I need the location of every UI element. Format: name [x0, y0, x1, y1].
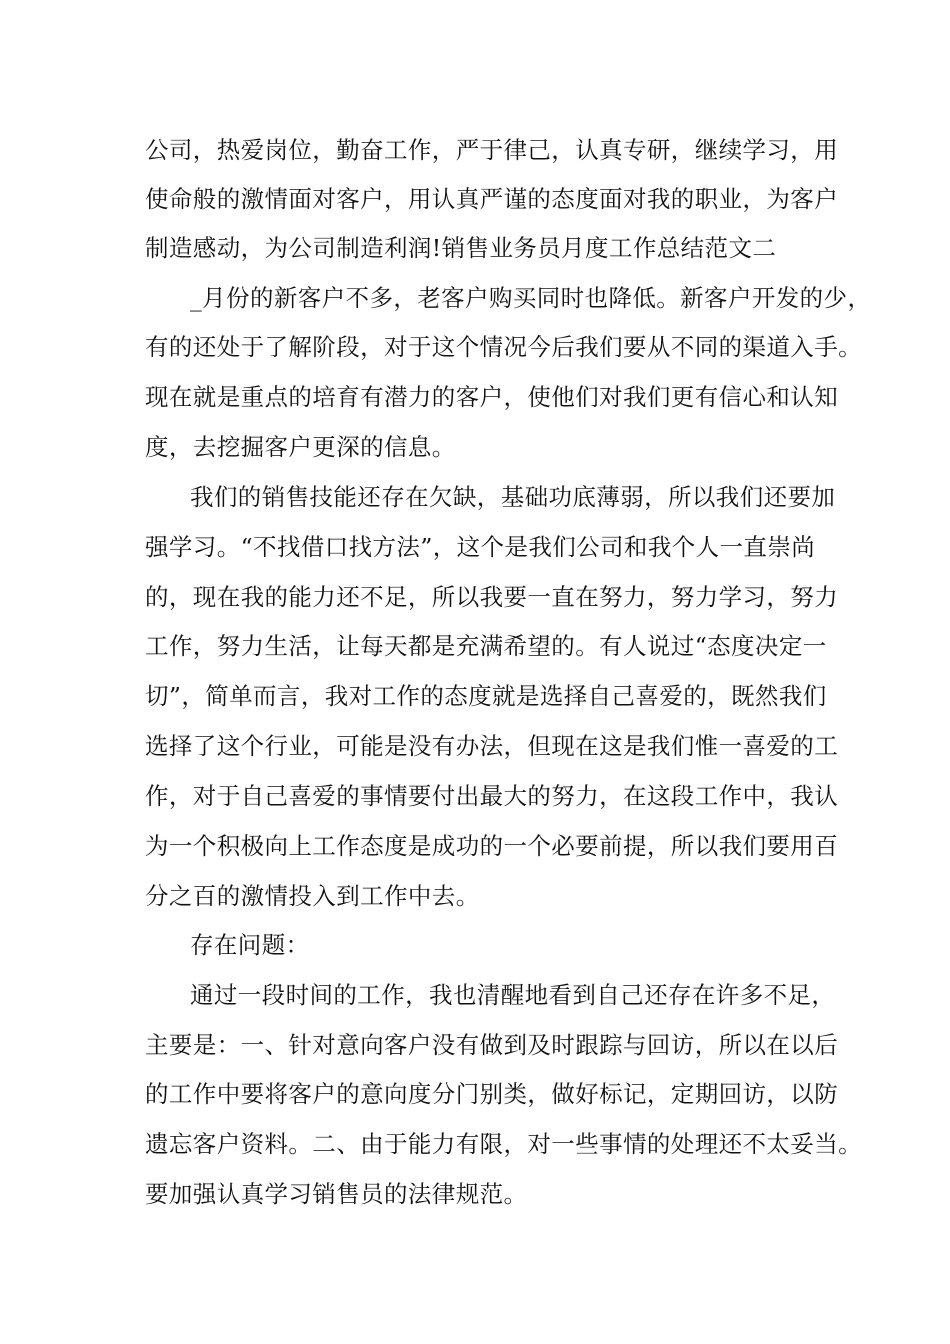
text-line: 选择了这个行业，可能是没有办法，但现在这是我们惟一喜爱的工: [145, 732, 839, 760]
text-line: 主要是：一、针对意向客户没有做到及时跟踪与回访，所以在以后: [145, 1031, 839, 1059]
text-line: 制造感动，为公司制造利润!销售业务员月度工作总结范文二: [145, 234, 777, 262]
text-line: 有的还处于了解阶段，对于这个情况今后我们要从不同的渠道入手。: [145, 333, 862, 361]
text-line: 度，去挖掘客户更深的信息。: [145, 433, 456, 461]
text-line: 现在就是重点的培育有潜力的客户，使他们对我们更有信心和认知: [145, 383, 839, 411]
text-line: _月份的新客户不多，老客户购买同时也降低。新客户开发的少，: [190, 284, 872, 312]
text-line: 分之百的激情投入到工作中去。: [145, 882, 480, 910]
text-line: 存在问题：: [190, 931, 310, 959]
text-line: 强学习。“不找借口找方法”，这个是我们公司和我个人一直崇尚: [145, 533, 816, 561]
text-line: 工作，努力生活，让每天都是充满希望的。有人说过“态度决定一: [145, 632, 827, 660]
text-line: 的工作中要将客户的意向度分门别类，做好标记，定期回访，以防: [145, 1080, 839, 1108]
text-line: 公司，热爱岗位，勤奋工作，严于律己，认真专研，继续学习，用: [145, 136, 839, 164]
text-line: 切”，简单而言，我对工作的态度就是选择自己喜爱的，既然我们: [145, 682, 827, 710]
text-line: 我们的销售技能还存在欠缺，基础功底薄弱，所以我们还要加: [190, 483, 836, 511]
text-line: 使命般的激情面对客户，用认真严谨的态度面对我的职业，为客户: [145, 185, 839, 213]
text-line: 为一个积极向上工作态度是成功的一个必要前提，所以我们要用百: [145, 832, 839, 860]
text-line: 作，对于自己喜爱的事情要付出最大的努力，在这段工作中，我认: [145, 782, 839, 810]
text-line: 通过一段时间的工作，我也清醒地看到自己还存在许多不足，: [190, 981, 836, 1009]
text-line: 的，现在我的能力还不足，所以我要一直在努力，努力学习，努力: [145, 583, 839, 611]
text-line: 要加强认真学习销售员的法律规范。: [145, 1180, 528, 1208]
text-line: 遗忘客户资料。二、由于能力有限，对一些事情的处理还不太妥当。: [145, 1130, 862, 1158]
